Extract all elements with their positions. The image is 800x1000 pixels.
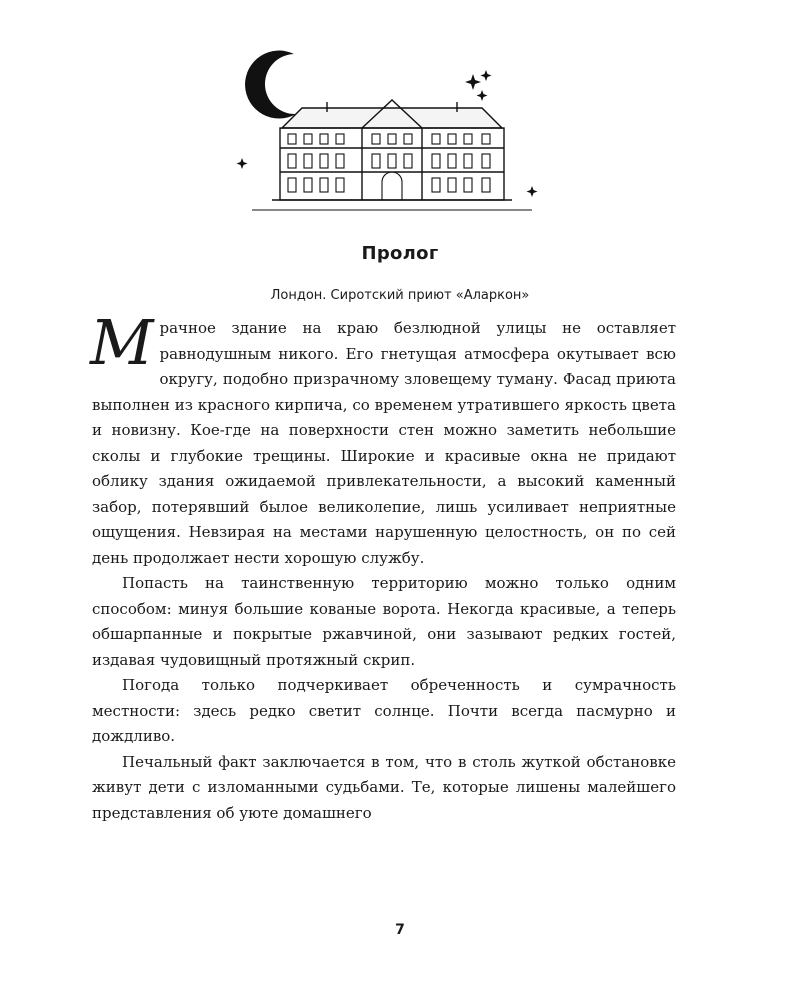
chapter-subtitle: Лондон. Сиротский приют «Аларкон» [270,288,530,303]
paragraph-text: рачное здание на краю безлюдной улицы не оставляет равнодушным никого. Его гнетущая атмосфера окутывает всю округу, подобно призрачному зловещему туману. Фасад приюта выполнен из красного кирпича, со временем утратившего яркость цвета и новизну. Кое-где на поверхности стен можно заметить небольшие сколы и глубокие трещины. Широкие и красивые окна не придают облику здания ожидаемой привлекательности, а высокий каменный забор, потерявший былое великолепие, лишь усиливает неприятные ощущения. Невзирая на местами нарушенную целостность, он по сей день продолжает нести хорошую службу. [92,319,676,567]
paragraph: Погода только подчеркивает обреченность и сумрачность местности: здесь редко светит солнце. Почти всегда пасмурно и дождливо. [92,676,676,745]
paragraph [90,306,676,571]
stars-icon [237,70,538,197]
crescent-moon-icon [245,51,296,119]
drop-cap: М [90,306,154,379]
page-number: 7 [395,922,405,938]
building-icon [252,100,532,210]
orphanage-illustration [232,50,552,225]
body-text [90,306,676,826]
chapter-title: Пролог [361,243,439,264]
paragraph: Попасть на таинственную территорию можно только одним способом: минуя большие кованые ворота. Некогда красивые, а теперь обшарпанные и покрытые ржавчиной, они зазывают редких гостей, издавая чудовищный протяжный скрип. [92,574,676,669]
paragraph: Печальный факт заключается в том, что в столь жуткой обстановке живут дети с изломанными судьбами. Те, которые лишены малейшего представления об уюте домашнего [92,752,676,822]
